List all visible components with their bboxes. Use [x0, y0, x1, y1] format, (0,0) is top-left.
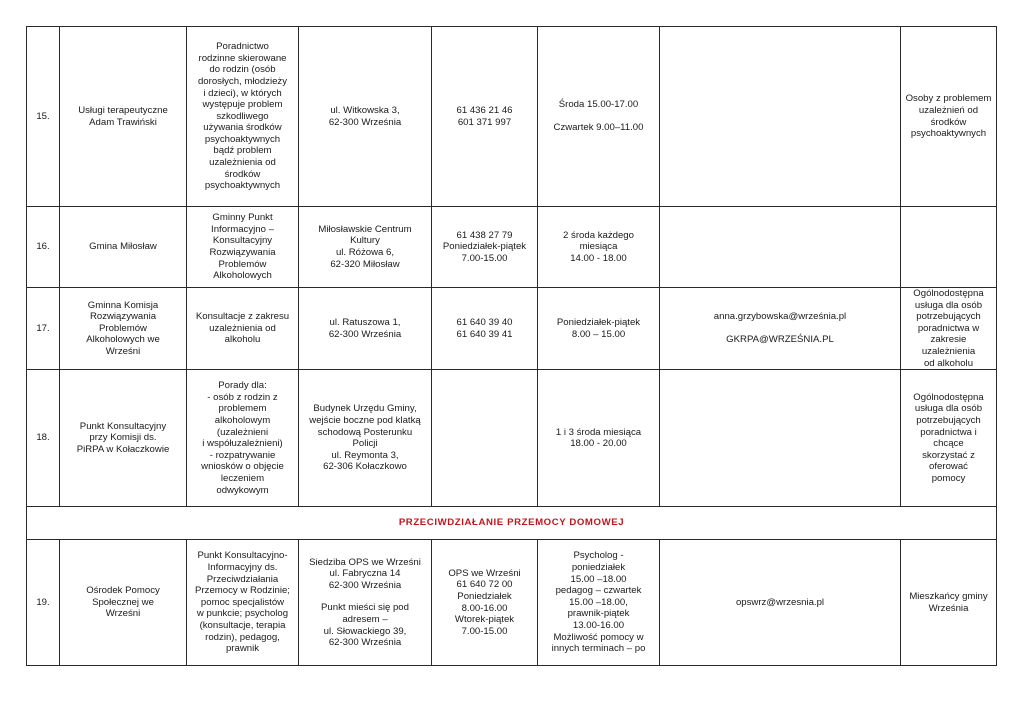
cell-line: 61 640 39 41 [456, 328, 513, 340]
cell-line: Możliwość pomocy w [553, 631, 644, 643]
cell-line: 7.00-15.00 [461, 252, 508, 264]
table-row [27, 540, 997, 666]
row-number: 16. [27, 207, 60, 288]
cell-line: używania środków [203, 122, 282, 134]
cell-line: Problemów [218, 258, 267, 270]
cell-line: Usługi terapeutyczne [78, 104, 168, 116]
cell-line: ul. Słowackiego 39, [323, 625, 407, 637]
hours-cell [538, 540, 660, 666]
cell-line: anna.grzybowska@września.pl [713, 311, 847, 323]
institution-name-cell [60, 370, 187, 507]
address-cell [299, 288, 432, 370]
cell-line: leczeniem [220, 472, 265, 484]
cell-line: pomocy [931, 472, 966, 484]
table-row [27, 27, 997, 207]
cell-line: Konsultacyjny [212, 235, 273, 247]
cell-line: 7.00-15.00 [461, 625, 508, 637]
cell-line: Środa 15.00-17.00 [558, 99, 639, 111]
cell-line: opswrz@wrzesnia.pl [735, 596, 825, 608]
phone-cell [432, 207, 538, 288]
cell-line: 601 371 997 [457, 116, 512, 128]
cell-line: ul. Witkowska 3, [330, 104, 400, 116]
cell-line: i współuzależnieni) [202, 438, 283, 450]
cell-line: Adam Trawiński [89, 116, 157, 128]
cell-line: psychoaktywnych [910, 128, 987, 140]
cell-line: Psycholog - [573, 550, 624, 562]
cell-line: Punkt Konsultacyjny [79, 420, 167, 432]
cell-line: - rozpatrywanie [209, 449, 276, 461]
table-row [27, 370, 997, 507]
cell-line: psychoaktywnych [204, 180, 281, 192]
email-cell[interactable] [660, 288, 901, 370]
cell-line: 62-320 Miłosław [330, 258, 400, 270]
institution-name-cell [60, 288, 187, 370]
hours-cell [538, 288, 660, 370]
address-cell [299, 370, 432, 507]
hours-cell [538, 370, 660, 507]
target-group-cell [901, 288, 997, 370]
cell-line: zakresie uzależnienia [921, 334, 976, 357]
institution-name-cell [60, 207, 187, 288]
cell-line: ul. Różowa 6, [335, 247, 395, 258]
service-description-cell [187, 540, 299, 666]
cell-line: 62-300 Września [328, 637, 402, 649]
service-description-cell [187, 370, 299, 507]
cell-line: uzależnienia od [209, 322, 276, 334]
cell-line: 13.00-16.00 [572, 620, 625, 632]
cell-line: Punkt Konsultacyjno- [197, 550, 288, 562]
cell-line: 61 640 72 00 [456, 579, 513, 591]
cell-line: 62-300 Września [328, 116, 402, 128]
cell-line: Alkoholowych we [86, 334, 160, 346]
cell-line: 62-300 Września [328, 328, 402, 340]
cell-line: bądź problem [213, 145, 272, 157]
cell-line: Przemocy w Rodzinie; [195, 585, 290, 597]
cell-line: Wtorek-piątek [454, 614, 515, 626]
cell-line: poradnictwa w [917, 322, 980, 334]
cell-line: Alkoholowych [213, 270, 272, 282]
cell-line: Poniedziałek [457, 591, 512, 603]
cell-line: Przeciwdziałania [206, 573, 279, 585]
row-number: 17. [27, 288, 60, 370]
cell-line: problemem [218, 403, 267, 415]
cell-line: Poradnictwo [216, 41, 269, 53]
cell-line: 8.00-16.00 [461, 602, 508, 614]
phone-cell [432, 27, 538, 207]
cell-line: 15.00 –18.00, [569, 596, 628, 608]
cell-line: Budynek Urzędu Gminy, [313, 403, 417, 415]
row-number: 15. [27, 27, 60, 207]
services-table [26, 26, 997, 666]
cell-line: 18.00 - 20.00 [570, 438, 627, 450]
service-description-cell [187, 27, 299, 207]
cell-line: usługa dla osób [914, 299, 983, 311]
cell-line: szkodliwego [216, 110, 269, 122]
cell-line: PiRPA w Kołaczkowie [76, 443, 170, 455]
cell-line: Poniedziałek-piątek [442, 241, 527, 253]
target-group-cell [901, 207, 997, 288]
cell-line: schodową Posterunku [317, 426, 413, 438]
email-cell[interactable] [660, 540, 901, 666]
address-cell [299, 27, 432, 207]
cell-line: Siedziba OPS we Wrześni [309, 556, 421, 568]
service-description-cell [187, 288, 299, 370]
institution-name-cell [60, 540, 187, 666]
cell-line: odwykowym [216, 484, 269, 496]
cell-line: Kultury [350, 235, 380, 247]
cell-line: Informacyjny ds. [207, 562, 278, 574]
cell-line: Miłosławskie Centrum [318, 223, 412, 235]
cell-line: psychoaktywnych [204, 133, 281, 145]
cell-line: Wrześni [105, 345, 141, 357]
cell-line: 1 i 3 środa miesiąca [555, 426, 642, 438]
section-header-row [27, 507, 997, 540]
cell-line: alkoholu [224, 334, 261, 346]
cell-line: Czwartek 9.00–11.00 [553, 122, 644, 133]
cell-line: Punkt mieści się pod [321, 602, 409, 614]
cell-line: Gminny Punkt [212, 212, 273, 224]
phone-cell [432, 370, 538, 507]
cell-line: (konsultacje, terapia [199, 620, 286, 632]
cell-line: pedagog – czwartek [555, 585, 642, 597]
address-cell [299, 540, 432, 666]
cell-line: potrzebujących [916, 414, 981, 426]
email-cell [660, 370, 901, 507]
cell-line: wniosków o objęcie [201, 461, 284, 473]
table-row [27, 207, 997, 288]
cell-line: miesiąca [579, 241, 618, 253]
cell-line: ul. Reymonta 3, [331, 449, 399, 461]
hours-cell [538, 27, 660, 207]
cell-line: OPS we Wrześni [448, 567, 521, 579]
line-gap [302, 591, 428, 602]
cell-line: środków [224, 168, 261, 180]
hours-cell [538, 207, 660, 288]
cell-line: rodzinne skierowane [198, 52, 287, 64]
cell-line: Porady dla: [218, 380, 267, 392]
cell-line: pomoc specjalistów [200, 596, 285, 608]
cell-line: 61 438 27 79 [456, 229, 513, 241]
cell-line: - osób z rodzin z [207, 391, 278, 403]
email-cell [660, 27, 901, 207]
section-title: PRZECIWDZIAŁANIE PRZEMOCY DOMOWEJ [27, 507, 997, 540]
cell-line: usługa dla osób [914, 403, 983, 415]
target-group-cell [901, 27, 997, 207]
cell-line: prawnik-piątek [567, 608, 630, 620]
cell-line: w punkcie; psycholog [196, 608, 289, 620]
line-gap [663, 323, 897, 334]
cell-line: uzależnienia od [209, 157, 276, 169]
cell-line: rodzin), pedagog, [205, 631, 280, 643]
cell-line: 62-300 Września [328, 579, 402, 591]
cell-line: 61 640 39 40 [456, 316, 513, 328]
table-row [27, 288, 997, 370]
phone-cell [432, 288, 538, 370]
cell-line: uzależnień od środków [918, 104, 979, 128]
phone-cell [432, 540, 538, 666]
cell-line: 15.00 –18.00 [570, 573, 627, 585]
row-number: 19. [27, 540, 60, 666]
cell-line: Gminna Komisja [87, 299, 159, 311]
line-gap [541, 111, 656, 122]
cell-line: Poniedziałek-piątek [556, 316, 641, 328]
cell-line: prawnik [225, 643, 260, 655]
cell-line: Konsultacje z zakresu [195, 311, 290, 323]
cell-line: GKRPA@WRZEŚNIA.PL [726, 334, 834, 346]
cell-line: 8.00 – 15.00 [571, 328, 626, 340]
cell-line: 14.00 - 18.00 [570, 252, 627, 264]
cell-line: 2 środa każdego [563, 229, 634, 241]
cell-line: Mieszkańcy gminy [909, 591, 988, 603]
cell-line: alkoholowym [214, 414, 271, 426]
institution-name-cell [60, 27, 187, 207]
cell-line: poradnictwa i chcące [920, 426, 977, 450]
cell-line: 62-306 Kołaczkowo [323, 461, 407, 473]
cell-line: Ośrodek Pomocy [86, 585, 160, 597]
cell-line: Problemów [99, 322, 147, 334]
email-cell [660, 207, 901, 288]
cell-line: Gmina Miłosław [89, 241, 157, 253]
table-body [27, 27, 997, 666]
cell-line: Osoby z problemem [905, 93, 992, 105]
cell-line: dorosłych, młodzieży [197, 75, 288, 87]
cell-line: Informacyjno – [211, 223, 274, 235]
cell-line: poniedziałek [571, 562, 626, 574]
cell-line: adresem – [342, 613, 388, 625]
address-cell [299, 207, 432, 288]
cell-line: przy Komisji ds. [89, 432, 157, 444]
cell-line: Rozwiązywania [209, 247, 276, 258]
cell-line: Września [928, 602, 969, 614]
cell-line: Ogólnodostępna [913, 288, 984, 299]
cell-line: ul. Fabryczna 14 [329, 568, 401, 580]
service-description-cell [187, 207, 299, 288]
cell-line: wejście boczne pod klatką [309, 414, 421, 426]
target-group-cell [901, 370, 997, 507]
cell-line: innych terminach – po [551, 643, 646, 655]
cell-line: Rozwiązywania [89, 311, 157, 323]
target-group-cell [901, 540, 997, 666]
cell-line: występuje problem [202, 99, 283, 111]
cell-line: Policji [352, 438, 378, 450]
cell-line: i dzieci), w których [203, 87, 282, 99]
cell-line: od alkoholu [923, 357, 974, 369]
cell-line: do rodzin (osób [209, 64, 276, 76]
cell-line: ul. Ratuszowa 1, [329, 316, 401, 328]
cell-line: 61 436 21 46 [456, 104, 513, 116]
cell-line: potrzebujących [916, 311, 981, 323]
cell-line: Społecznej we [92, 596, 154, 608]
cell-line: Wrześni [105, 608, 141, 620]
cell-line: (uzależnieni [216, 426, 269, 438]
cell-line: Ogólnodostępna [913, 391, 984, 403]
row-number: 18. [27, 370, 60, 507]
cell-line: skorzystać z oferować [922, 449, 975, 473]
